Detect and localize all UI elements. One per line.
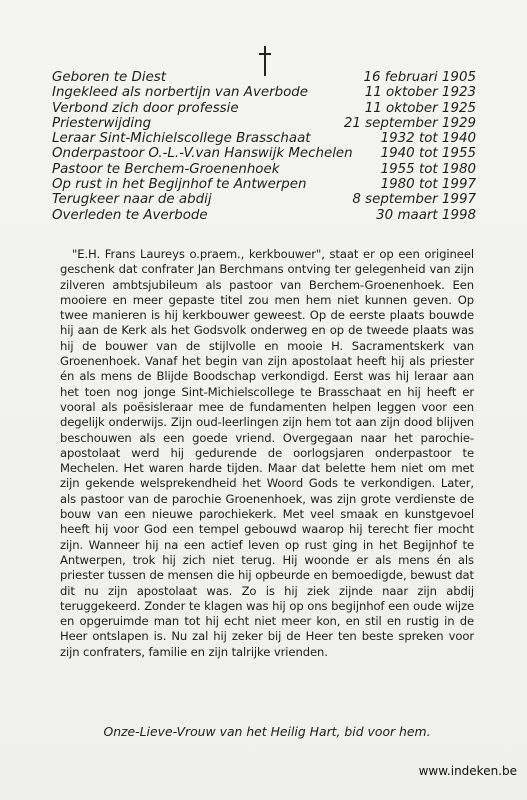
biography-paragraph: "E.H. Frans Laureys o.praem., kerkbouwer", staat er op een origineel geschenk dat confrater Jan Berchmans ontving ter gelegenheid van zijn zilveren ambtsjubileum als pastoor van Berchem-Groenenhoek. Een mooiere en meer gepaste titel zou men hem niet kunnen geven. Op twee manieren is hij kerkbouwer geweest. Op de eerste plaats bouwde hij aan de Kerk als het Godsvolk onderweg en op de tweede plaats was hij de bouwer van de stijlvolle en mooie H. Sacramentskerk van Groenenhoek. Vanaf het begin van zijn apostolaat heeft hij als priester én als mens de Blijde Boodschap verkondigd. Eerst was hij leraar aan het toen nog jonge Sint-Michielscollege te Brasschaat en hij heeft er vooral als poësisleraar mee de fundamenten helpen leggen voor een degelijk onderwijs. Zijn oud-leerlingen zijn hem tot aan zijn dood blijven beschouwen als een goede vriend. Overgegaan naar het parochie-apostolaat werd hij gedurende de oorlogsjaren onderpastoor te Mechelen. Het waren harde tijden. Maar dat belette hem niet om met zijn gekende welsprekendheid het Woord Gods te verkondigen. Later, als pastoor van de parochie Groenenhoek, was zijn grote verdienste de bouw van een nieuwe parochiekerk. Met veel smaak en kunstgevoel heeft hij voor God een tempel gebouwd waarop hij terecht fier mocht zijn. Wanneer hij na een actief leven op rust ging in het Begijnhof te Antwerpen, trok hij zich niet terug. Hij woonde er als mens én als priester tussen de mensen die hij opbeurde en bemoedigde, bewust dat dit nu zijn apostolaat was. Zo is hij ziek zijnde naar zijn abdij teruggekeerd. Zonder te klagen was hij op ons begijnhof een oude wijze en opgeruimde man tot hij echt niet meer kon, en stil en rustig in de Heer ontslapen is. Nu zal hij zeker bij de Heer ten beste spreken voor zijn confraters, familie en zijn talrijke vrienden.	[60, 247, 474, 659]
timeline-date: 1940 tot 1955	[380, 146, 476, 162]
timeline-event: Geboren te Diest	[52, 70, 167, 85]
timeline-event: Op rust in het Begijnhof te Antwerpen	[52, 177, 307, 193]
timeline-row	[52, 131, 476, 146]
timeline-row	[52, 208, 476, 223]
timeline-row	[52, 192, 476, 207]
biography	[60, 247, 474, 660]
timeline-event: Verbond zich door professie	[52, 100, 239, 116]
timeline-date: 11 oktober 1925	[364, 100, 476, 116]
source-credit: www.indeken.be	[418, 764, 517, 778]
timeline-event: Priesterwijding	[52, 115, 152, 131]
timeline-date: 11 oktober 1923	[364, 85, 476, 101]
timeline-date: 8 september 1997	[352, 192, 476, 208]
timeline-event: Pastoor te Berchem-Groenenhoek	[52, 161, 280, 177]
timeline-date: 16 februari 1905	[363, 70, 476, 85]
timeline-row	[52, 177, 476, 192]
timeline-row	[52, 70, 476, 85]
timeline-row	[52, 101, 476, 116]
timeline-row	[52, 116, 476, 131]
timeline-date: 21 september 1929	[343, 115, 476, 131]
prayer-line: Onze-Lieve-Vrouw van het Heilig Hart, bid voor hem.	[103, 724, 431, 739]
timeline-date: 1955 tot 1980	[380, 161, 476, 177]
life-timeline	[52, 70, 476, 223]
timeline-row	[52, 146, 476, 161]
timeline-event: Leraar Sint-Michielscollege Brasschaat	[52, 131, 311, 147]
timeline-date: 1980 tot 1997	[380, 177, 476, 193]
timeline-date: 1932 tot 1940	[380, 131, 476, 147]
timeline-row	[52, 162, 476, 177]
timeline-event: Terugkeer naar de abdij	[52, 192, 212, 208]
timeline-event: Onderpastoor O.-L.-V.van Hanswijk Mechelen	[52, 146, 353, 162]
timeline-date: 30 maart 1998	[376, 207, 476, 223]
timeline-event: Ingekleed als norbertijn van Averbode	[52, 85, 309, 101]
timeline-event: Overleden te Averbode	[52, 207, 208, 223]
timeline-row	[52, 85, 476, 100]
